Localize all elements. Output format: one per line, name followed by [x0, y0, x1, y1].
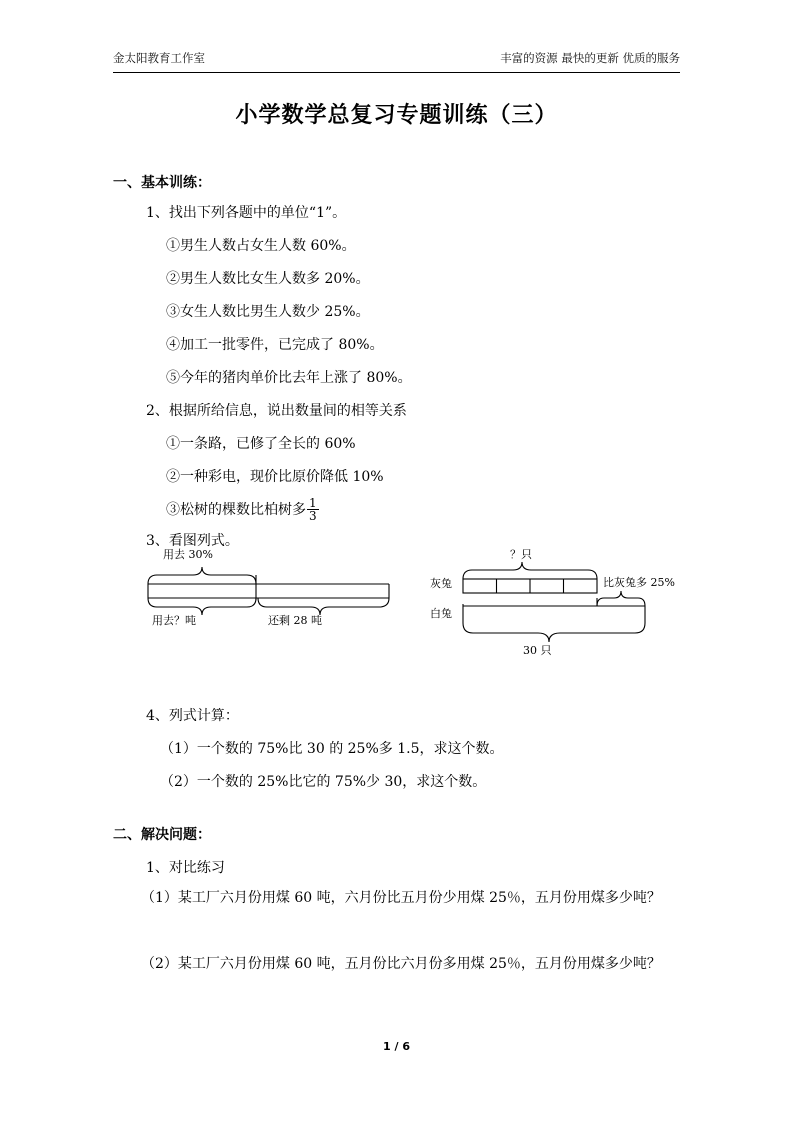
header-right-text: 丰富的资源 最快的更新 优质的服务: [500, 51, 680, 65]
diagram-right-bottom-label: 30 只: [523, 644, 552, 657]
section2-question-1-item-2: （2）某工厂六月份用煤 60 吨，五月份比六月份多用煤 25％，五月份用煤多少吨？: [141, 956, 661, 972]
section-heading-1: 一、基本训练：: [113, 175, 211, 191]
fraction-denominator: 3: [309, 509, 317, 524]
question-4-prompt: 4、列式计算：: [146, 708, 239, 724]
diagram-left-bottom-right-label: 还剩 28 吨: [268, 614, 322, 627]
question-1-item-5: ⑤今年的猪肉单价比去年上涨了 80%。: [166, 370, 412, 386]
diagram-right-row1-label: 灰兔: [430, 577, 452, 590]
page-header: [113, 50, 680, 72]
question-1-item-3: ③女生人数比男生人数少 25%。: [166, 304, 370, 320]
question-2-item-2: ②一种彩电，现价比原价降低 10%: [166, 469, 384, 485]
diagram-left-bottom-left-label: 用去？吨: [152, 614, 196, 627]
question-3-prompt: 3、看图列式。: [146, 533, 239, 549]
question-4-item-2: （2）一个数的 25%比它的 75%少 30，求这个数。: [160, 774, 487, 790]
diagram-right-side-label: 比灰兔多 25%: [603, 576, 675, 589]
header-left-text: 金太阳教育工作室: [113, 51, 205, 65]
question-2-prompt: 2、根据所给信息，说出数量间的相等关系: [146, 403, 407, 419]
bar-model-diagram-left: [145, 548, 395, 628]
question-1-item-1: ①男生人数占女生人数 60%。: [166, 238, 356, 254]
section2-question-1-item-1: （1）某工厂六月份用煤 60 吨，六月份比五月份少用煤 25％，五月份用煤多少吨？: [141, 890, 661, 906]
question-2-item-1: ①一条路，已修了全长的 60%: [166, 436, 356, 452]
question-1-item-2: ②男生人数比女生人数多 20%。: [166, 271, 370, 287]
question-1-item-4: ④加工一批零件，已完成了 80%。: [166, 337, 384, 353]
question-2-item-3: [166, 497, 320, 523]
fraction-one-third: [307, 497, 319, 523]
bar-model-right-svg: [430, 548, 695, 663]
fraction-numerator: 1: [309, 496, 317, 510]
diagram-left-top-label: 用去 30%: [163, 548, 213, 561]
diagram-right-top-label: ？只: [510, 548, 532, 561]
bar-model-diagram-right: [430, 548, 695, 663]
section2-question-1-prompt: 1、对比练习: [146, 860, 225, 876]
section-heading-2: 二、解决问题：: [113, 827, 211, 843]
page-title: 小学数学总复习专题训练（三）: [235, 103, 558, 128]
page-footer: 1 / 6: [383, 1040, 410, 1053]
header-divider: [113, 72, 680, 73]
question-4-item-1: （1）一个数的 75%比 30 的 25%多 1.5，求这个数。: [160, 741, 504, 757]
question-2-item-3-text: ③松树的棵数比柏树多: [166, 502, 306, 519]
diagram-right-row2-label: 白兔: [430, 607, 452, 620]
question-1-prompt: 1、找出下列各题中的单位“1”。: [146, 205, 347, 221]
